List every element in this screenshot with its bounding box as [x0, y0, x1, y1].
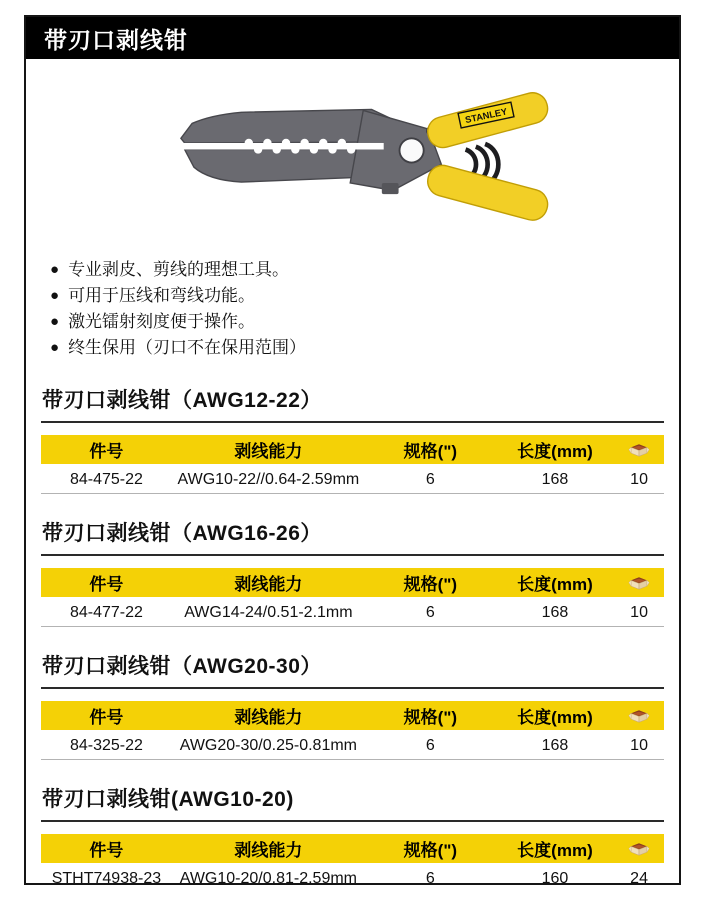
feature-list	[50, 257, 679, 361]
table-header-row	[41, 435, 664, 465]
cell-spec: 6	[365, 731, 496, 760]
col-header-length: 长度(mm)	[496, 834, 614, 864]
cell-part-no: 84-477-22	[41, 598, 172, 627]
col-header-spec: 规格(")	[365, 701, 496, 731]
cell-pack-qty: 10	[614, 731, 664, 760]
table-header-row	[41, 568, 664, 598]
col-header-pack-qty	[614, 435, 664, 465]
bullet-icon: ●	[50, 287, 60, 304]
bullet-icon: ●	[50, 261, 60, 278]
cell-spec: 6	[365, 864, 496, 885]
feature-text: 激光镭射刻度便于操作。	[68, 312, 256, 331]
col-header-pack-qty	[614, 701, 664, 731]
page-frame	[24, 15, 681, 885]
spec-table	[41, 568, 664, 627]
col-header-strip-capacity: 剥线能力	[172, 568, 365, 598]
svg-text:STANLEY: STANLEY	[463, 106, 508, 126]
cell-spec: 6	[365, 598, 496, 627]
feature-text: 可用于压线和弯线功能。	[68, 286, 256, 305]
cell-pack-qty: 10	[614, 598, 664, 627]
feature-item	[50, 309, 679, 335]
carton-icon	[628, 442, 650, 458]
col-header-pack-qty	[614, 834, 664, 864]
cell-pack-qty: 24	[614, 864, 664, 885]
pliers-illustration	[153, 71, 553, 241]
section-heading: 带刃口剥线钳(AWG10-20)	[42, 788, 294, 811]
lock-tab	[381, 183, 398, 194]
table-row	[41, 864, 664, 885]
table-row	[41, 731, 664, 760]
cell-strip-capacity: AWG20-30/0.25-0.81mm	[172, 731, 365, 760]
cell-length: 168	[496, 465, 614, 494]
heading-rule	[41, 820, 664, 822]
product-section	[26, 384, 679, 494]
col-header-part-no: 件号	[41, 568, 172, 598]
col-header-part-no: 件号	[41, 435, 172, 465]
spec-table	[41, 701, 664, 760]
table-row	[41, 465, 664, 494]
wire-loop-hole	[399, 138, 423, 162]
cell-length: 168	[496, 731, 614, 760]
product-section	[26, 783, 679, 885]
spec-sections	[26, 384, 679, 885]
cell-spec: 6	[365, 465, 496, 494]
col-header-part-no: 件号	[41, 834, 172, 864]
col-header-length: 长度(mm)	[496, 568, 614, 598]
product-section	[26, 517, 679, 627]
col-header-length: 长度(mm)	[496, 701, 614, 731]
product-image	[26, 71, 679, 247]
cell-strip-capacity: AWG10-22//0.64-2.59mm	[172, 465, 365, 494]
section-heading: 带刃口剥线钳（AWG16-26）	[42, 522, 322, 545]
cell-length: 168	[496, 598, 614, 627]
feature-item	[50, 257, 679, 283]
table-header-row	[41, 834, 664, 864]
col-header-spec: 规格(")	[365, 435, 496, 465]
section-heading: 带刃口剥线钳（AWG12-22）	[42, 389, 322, 412]
col-header-spec: 规格(")	[365, 834, 496, 864]
title-bar	[26, 17, 679, 59]
col-header-spec: 规格(")	[365, 568, 496, 598]
feature-text: 专业剥皮、剪线的理想工具。	[68, 260, 290, 279]
carton-icon	[628, 575, 650, 591]
cell-part-no: STHT74938-23	[41, 864, 172, 885]
heading-rule	[41, 554, 664, 556]
cell-part-no: 84-325-22	[41, 731, 172, 760]
col-header-length: 长度(mm)	[496, 435, 614, 465]
feature-item	[50, 335, 679, 361]
product-section	[26, 650, 679, 760]
col-header-pack-qty	[614, 568, 664, 598]
carton-icon	[628, 708, 650, 724]
col-header-part-no: 件号	[41, 701, 172, 731]
cell-part-no: 84-475-22	[41, 465, 172, 494]
heading-rule	[41, 421, 664, 423]
feature-item	[50, 283, 679, 309]
table-row	[41, 598, 664, 627]
cell-strip-capacity: AWG14-24/0.51-2.1mm	[172, 598, 365, 627]
col-header-strip-capacity: 剥线能力	[172, 834, 365, 864]
spec-table	[41, 435, 664, 494]
carton-icon	[628, 841, 650, 857]
bullet-icon: ●	[50, 313, 60, 330]
col-header-strip-capacity: 剥线能力	[172, 701, 365, 731]
section-heading: 带刃口剥线钳（AWG20-30）	[42, 655, 322, 678]
feature-text: 终生保用（刃口不在保用范围）	[68, 338, 307, 357]
cell-pack-qty: 10	[614, 465, 664, 494]
bullet-icon: ●	[50, 339, 60, 356]
col-header-strip-capacity: 剥线能力	[172, 435, 365, 465]
table-header-row	[41, 701, 664, 731]
cell-strip-capacity: AWG10-20/0.81-2.59mm	[172, 864, 365, 885]
cell-length: 160	[496, 864, 614, 885]
spec-table	[41, 834, 664, 885]
heading-rule	[41, 687, 664, 689]
page-title: 带刃口剥线钳	[44, 26, 188, 53]
